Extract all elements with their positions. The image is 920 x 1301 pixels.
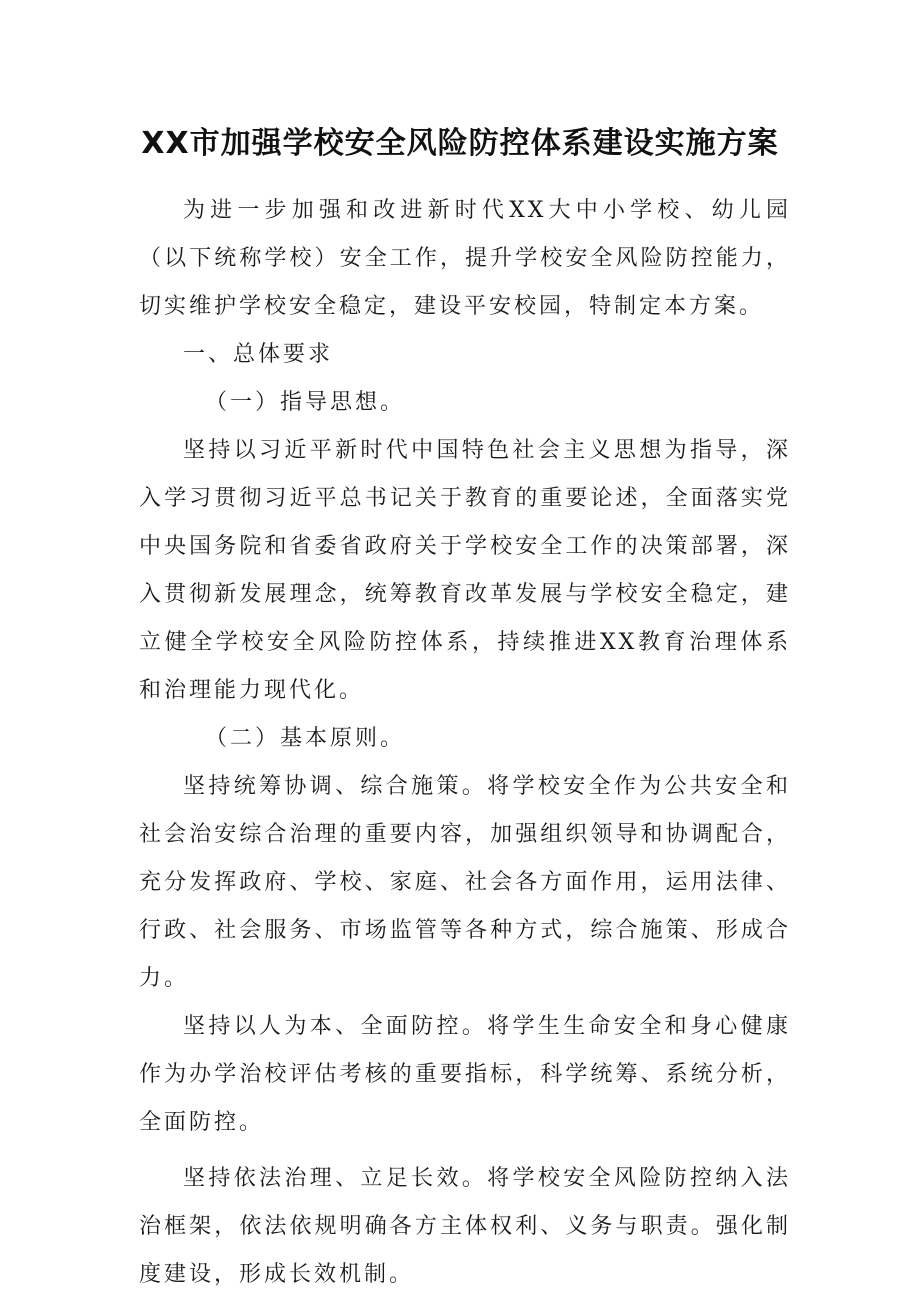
principle-paragraph-coordination: 坚持统筹协调、综合施策。将学校安全作为公共安全和社会治安综合治理的重要内容，加强组织领导和协调配合，充分发挥政府、学校、家庭、社会各方面作用，运用法律、行政、社会服务、市场监管等各种方式，综合施策、形成合力。 bbox=[139, 774, 791, 991]
document-body bbox=[139, 187, 791, 1299]
principle-paragraph-people-oriented: 坚持以人为本、全面防控。将学生生命安全和身心健康作为办学治校评估考核的重要指标，科学统筹、系统分析，全面防控。 bbox=[139, 1014, 791, 1135]
guiding-ideology-paragraph: 坚持以习近平新时代中国特色社会主义思想为指导，深入学习贯彻习近平总书记关于教育的重要论述，全面落实党中央国务院和省委省政府关于学校安全工作的决策部署，深入贯彻新发展理念，统筹教育改革发展与学校安全稳定，建立健全学校安全风险防控体系，持续推进XX教育治理体系和治理能力现代化。 bbox=[139, 438, 791, 703]
principle-paragraph-rule-of-law: 坚持依法治理、立足长效。将学校安全风险防控纳入法治框架，依法依规明确各方主体权利、义务与职责。强化制度建设，形成长效机制。 bbox=[139, 1166, 791, 1287]
document-title: XX市加强学校安全风险防控体系建设实施方案 bbox=[141, 126, 779, 161]
intro-paragraph: 为进一步加强和改进新时代XX大中小学校、幼儿园（以下统称学校）安全工作，提升学校安全风险防控能力，切实维护学校安全稳定，建设平安校园，特制定本方案。 bbox=[139, 198, 791, 319]
subsection-heading-basic-principles: （二）基本原则。 bbox=[205, 726, 406, 751]
section-heading-general-requirements: 一、总体要求 bbox=[183, 342, 334, 367]
subsection-heading-guiding-ideology: （一）指导思想。 bbox=[205, 390, 406, 415]
